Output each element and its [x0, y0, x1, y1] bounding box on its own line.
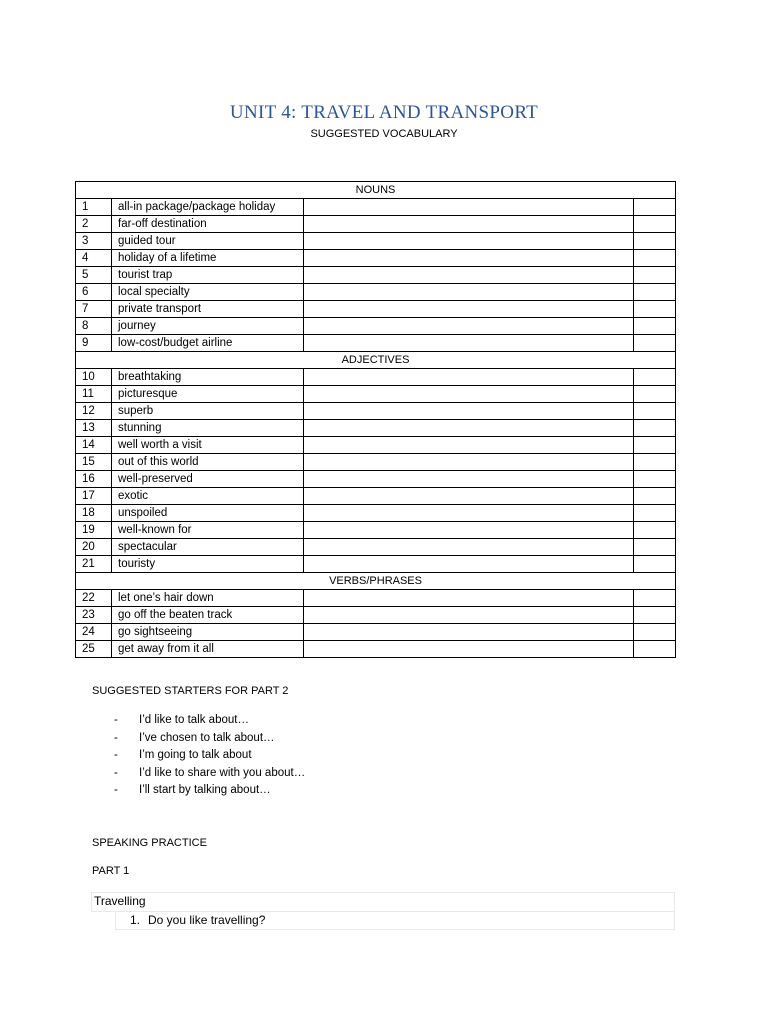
row-number: 16: [76, 471, 112, 488]
vocab-term: journey: [112, 318, 304, 335]
blank-cell: [634, 250, 676, 267]
table-row: [76, 539, 676, 556]
blank-cell: [304, 284, 634, 301]
table-row: [76, 590, 676, 607]
table-row: [76, 420, 676, 437]
row-number: 17: [76, 488, 112, 505]
row-number: 2: [76, 216, 112, 233]
blank-cell: [634, 199, 676, 216]
list-item: [114, 747, 305, 765]
bullet-dash: -: [114, 714, 118, 726]
list-item: [114, 765, 305, 783]
vocab-term: go sightseeing: [112, 624, 304, 641]
row-number: 25: [76, 641, 112, 658]
table-row: [76, 233, 676, 250]
list-item: [114, 730, 305, 748]
vocab-term: stunning: [112, 420, 304, 437]
table-row: [76, 403, 676, 420]
starters-heading: SUGGESTED STARTERS FOR PART 2: [92, 685, 289, 697]
row-number: 12: [76, 403, 112, 420]
row-number: 22: [76, 590, 112, 607]
blank-cell: [634, 267, 676, 284]
starter-text: I’ll start by talking about…: [139, 784, 271, 796]
starter-text: I’d like to talk about…: [139, 714, 249, 726]
vocab-term: let one’s hair down: [112, 590, 304, 607]
table-row: [76, 335, 676, 352]
row-number: 23: [76, 607, 112, 624]
page-title: UNIT 4: TRAVEL AND TRANSPORT: [229, 102, 539, 123]
page-subtitle: SUGGESTED VOCABULARY: [310, 128, 458, 140]
starter-text: I’ve chosen to talk about…: [139, 731, 275, 744]
blank-cell: [304, 556, 634, 573]
row-number: 1: [76, 199, 112, 216]
row-number: 6: [76, 284, 112, 301]
blank-cell: [634, 505, 676, 522]
question-text: Do you like travelling?: [148, 913, 266, 927]
blank-cell: [304, 267, 634, 284]
row-number: 11: [76, 386, 112, 403]
question-row: [115, 912, 675, 930]
vocab-term: private transport: [112, 301, 304, 318]
blank-cell: [304, 250, 634, 267]
blank-cell: [304, 216, 634, 233]
blank-cell: [304, 403, 634, 420]
table-row: [76, 454, 676, 471]
table-row: [76, 301, 676, 318]
blank-cell: [634, 556, 676, 573]
row-number: 5: [76, 267, 112, 284]
table-row: [76, 607, 676, 624]
row-number: 14: [76, 437, 112, 454]
blank-cell: [634, 539, 676, 556]
table-row: [76, 250, 676, 267]
vocab-term: all-in package/package holiday: [112, 199, 304, 216]
blank-cell: [304, 590, 634, 607]
list-item: [114, 712, 305, 730]
bullet-dash: -: [114, 784, 118, 796]
section-heading-row: [76, 182, 676, 199]
list-item: [114, 782, 305, 800]
blank-cell: [304, 335, 634, 352]
blank-cell: [634, 284, 676, 301]
blank-cell: [634, 318, 676, 335]
row-number: 24: [76, 624, 112, 641]
section-heading: VERBS/PHRASES: [76, 573, 676, 590]
vocab-term: low-cost/budget airline: [112, 335, 304, 352]
blank-cell: [634, 454, 676, 471]
blank-cell: [304, 522, 634, 539]
vocab-term: picturesque: [112, 386, 304, 403]
table-row: [76, 488, 676, 505]
vocab-term: well worth a visit: [112, 437, 304, 454]
bullet-dash: -: [114, 749, 118, 761]
vocab-term: far-off destination: [112, 216, 304, 233]
speaking-practice-heading: SPEAKING PRACTICE: [92, 837, 207, 849]
row-number: 7: [76, 301, 112, 318]
blank-cell: [304, 437, 634, 454]
blank-cell: [304, 233, 634, 250]
table-row: [76, 556, 676, 573]
blank-cell: [634, 488, 676, 505]
blank-cell: [634, 301, 676, 318]
blank-cell: [304, 318, 634, 335]
row-number: 9: [76, 335, 112, 352]
vocabulary-table: [75, 181, 676, 658]
blank-cell: [304, 471, 634, 488]
question-box: [91, 892, 675, 930]
blank-cell: [304, 624, 634, 641]
blank-cell: [304, 607, 634, 624]
question-number: 1.: [129, 913, 140, 927]
blank-cell: [634, 233, 676, 250]
blank-cell: [634, 216, 676, 233]
vocab-term: superb: [112, 403, 304, 420]
blank-cell: [634, 624, 676, 641]
table-row: [76, 624, 676, 641]
vocab-term: local specialty: [112, 284, 304, 301]
section-heading: NOUNS: [76, 182, 676, 199]
part-heading: PART 1: [92, 865, 130, 877]
row-number: 3: [76, 233, 112, 250]
blank-cell: [304, 454, 634, 471]
row-number: 18: [76, 505, 112, 522]
blank-cell: [634, 335, 676, 352]
topic-label: Travelling: [91, 892, 675, 912]
vocab-term: guided tour: [112, 233, 304, 250]
blank-cell: [634, 403, 676, 420]
bullet-dash: -: [114, 766, 118, 779]
blank-cell: [304, 420, 634, 437]
table-row: [76, 199, 676, 216]
row-number: 21: [76, 556, 112, 573]
vocab-term: breathtaking: [112, 369, 304, 386]
table-row: [76, 284, 676, 301]
vocab-term: exotic: [112, 488, 304, 505]
blank-cell: [634, 420, 676, 437]
blank-cell: [304, 369, 634, 386]
blank-cell: [304, 301, 634, 318]
blank-cell: [634, 590, 676, 607]
table-row: [76, 437, 676, 454]
row-number: 13: [76, 420, 112, 437]
blank-cell: [304, 488, 634, 505]
blank-cell: [634, 437, 676, 454]
blank-cell: [634, 471, 676, 488]
section-heading-row: [76, 352, 676, 369]
table-row: [76, 318, 676, 335]
vocab-term: touristy: [112, 556, 304, 573]
table-row: [76, 369, 676, 386]
vocab-term: go off the beaten track: [112, 607, 304, 624]
blank-cell: [634, 386, 676, 403]
blank-cell: [304, 199, 634, 216]
vocab-term: spectacular: [112, 539, 304, 556]
vocab-term: well-known for: [112, 522, 304, 539]
starter-text: I’d like to share with you about…: [139, 766, 306, 779]
table-row: [76, 522, 676, 539]
blank-cell: [634, 641, 676, 658]
section-heading: ADJECTIVES: [76, 352, 676, 369]
vocab-term: well-preserved: [112, 471, 304, 488]
blank-cell: [304, 386, 634, 403]
table-row: [76, 505, 676, 522]
table-row: [76, 216, 676, 233]
vocab-term: holiday of a lifetime: [112, 250, 304, 267]
table-row: [76, 386, 676, 403]
bullet-dash: -: [114, 731, 118, 744]
vocab-term: out of this world: [112, 454, 304, 471]
row-number: 10: [76, 369, 112, 386]
blank-cell: [634, 522, 676, 539]
vocab-term: get away from it all: [112, 641, 304, 658]
vocab-term: tourist trap: [112, 267, 304, 284]
row-number: 19: [76, 522, 112, 539]
section-heading-row: [76, 573, 676, 590]
table-row: [76, 267, 676, 284]
starter-text: I’m going to talk about: [139, 749, 252, 761]
vocab-term: unspoiled: [112, 505, 304, 522]
blank-cell: [304, 539, 634, 556]
row-number: 4: [76, 250, 112, 267]
starters-list: [114, 712, 305, 800]
row-number: 8: [76, 318, 112, 335]
blank-cell: [304, 505, 634, 522]
table-row: [76, 471, 676, 488]
row-number: 15: [76, 454, 112, 471]
blank-cell: [304, 641, 634, 658]
table-row: [76, 641, 676, 658]
row-number: 20: [76, 539, 112, 556]
blank-cell: [634, 369, 676, 386]
blank-cell: [634, 607, 676, 624]
